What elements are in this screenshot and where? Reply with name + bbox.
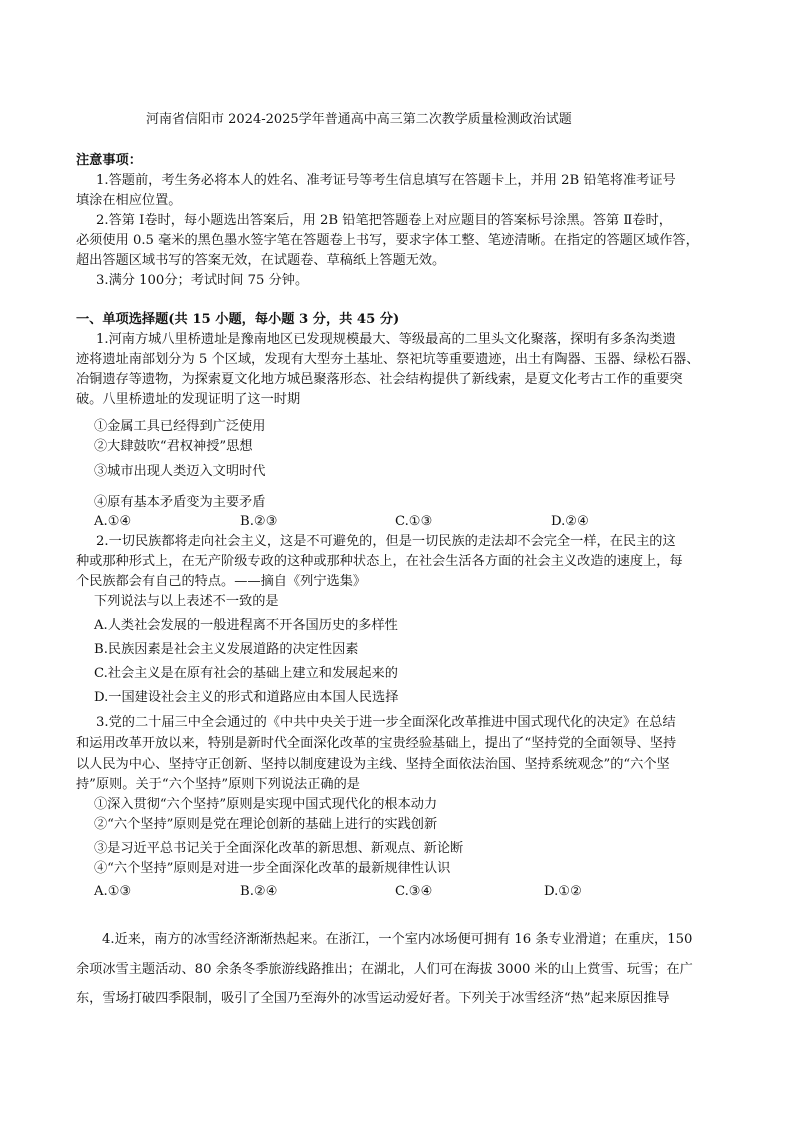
question-3-item: ①深入贯彻“六个坚持”原则是实现中国式现代化的根本动力 <box>94 797 438 812</box>
question-1-stem: 1.河南方城八里桥遗址是豫南地区已发现规模最大、等级最高的二里头文化聚落，探明有多条沟类遗 <box>96 332 676 347</box>
question-1-option-a: A.①④ <box>94 514 132 529</box>
question-2-option-a: A.人类社会发展的一般进程离不开各国历史的多样性 <box>94 618 398 633</box>
question-4-stem: 东，雪场打破四季限制，吸引了全国乃至海外的冰雪运动爱好者。下列关于冰雪经济“热”起来原因推导 <box>76 991 670 1006</box>
question-2-option-d: D.一国建设社会主义的形式和道路应由本国人民选择 <box>94 690 399 705</box>
question-2-option-c: C.社会主义是在原有社会的基础上建立和发展起来的 <box>94 666 398 681</box>
question-3-option-c: C.③④ <box>395 884 433 899</box>
question-4-stem: 余项冰雪主题活动、80 余条冬季旅游线路推出；在湖北，人们可在海拔 3000 米的山上赏雪、玩雪；在广 <box>76 962 693 977</box>
question-1-option-d: D.②④ <box>551 514 589 529</box>
question-1-item: ①金属工具已经得到广泛使用 <box>94 419 266 434</box>
question-2-stem: 个民族都会有自己的特点。——摘自《列宁选集》 <box>76 574 367 589</box>
question-3-option-d: D.①② <box>544 884 582 899</box>
notice-line: 填涂在相应位置。 <box>76 193 182 208</box>
page-title: 河南省信阳市 2024-2025学年普通高中高三第二次教学质量检测政治试题 <box>146 112 572 127</box>
notice-line: 3.满分 100分；考试时间 75 分钟。 <box>96 273 309 288</box>
question-3-stem: 持”原则。关于“六个坚持”原则下列说法正确的是 <box>76 777 360 792</box>
question-3-stem: 以人民为中心、坚持守正创新、坚持以制度建设为主线、坚持全面依法治国、坚持系统观念”的“六个坚 <box>76 757 670 772</box>
question-4-stem: 4.近来，南方的冰雪经济渐渐热起来。在浙江，一个室内冰场便可拥有 16 条专业滑道；在重庆，150 <box>102 932 693 947</box>
notice-line: 必须使用 0.5 毫米的黑色墨水签字笔在答题卷上书写，要求字体工整、笔迹清晰。在指定的答题区域作答， <box>76 233 699 248</box>
question-2-prompt: 下列说法与以上表述不一致的是 <box>94 594 279 609</box>
question-1-stem: 冶铜遗存等遗物，为探索夏文化地方城邑聚落形态、社会结构提供了新线索，是夏文化考古工作的重要突 <box>76 372 683 387</box>
question-1-option-b: B.②③ <box>240 514 278 529</box>
question-2-stem: 种或那种形式上，在无产阶级专政的这种或那种状态上，在社会生活各方面的社会主义改造的速度上，每 <box>76 554 683 569</box>
question-2-stem: 2.一切民族都将走向社会主义，这是不可避免的，但是一切民族的走法却不会完全一样，在民主的这 <box>96 534 676 549</box>
question-3-item: ④“六个坚持”原则是对进一步全面深化改革的最新规律性认识 <box>94 861 451 876</box>
question-3-stem: 和运用改革开放以来，特别是新时代全面深化改革的宝贵经验基础上，提出了“坚持党的全面领导、坚持 <box>76 736 677 751</box>
question-3-item: ②“六个坚持”原则是党在理论创新的基础上进行的实践创新 <box>94 817 438 832</box>
question-1-option-c: C.①③ <box>395 514 433 529</box>
question-1-item: ③城市出现人类迈入文明时代 <box>94 464 266 479</box>
notice-heading: 注意事项： <box>76 153 142 168</box>
notice-line: 1.答题前，考生务必将本人的姓名、准考证号等考生信息填写在答题卡上，并用 2B 铅笔将准考证号 <box>96 173 676 188</box>
question-1-stem: 迹将遗址南部划分为 5 个区域，发现有大型夯土基址、祭祀坑等重要遗迹，出土有陶器、玉器、绿松石器、 <box>76 352 700 367</box>
question-1-stem: 破。八里桥遗址的发现证明了这一时期 <box>76 392 301 407</box>
question-2-option-b: B.民族因素是社会主义发展道路的决定性因素 <box>94 642 359 657</box>
question-3-option-b: B.②④ <box>240 884 278 899</box>
question-3-stem: 3.党的二十届三中全会通过的《中共中央关于进一步全面深化改革推进中国式现代化的决定》在总结 <box>96 715 676 730</box>
question-1-item: ②大肆鼓吹“君权神授”思想 <box>94 439 253 454</box>
notice-line: 2.答第 Ⅰ卷时，每小题选出答案后，用 2B 铅笔把答题卷上对应题目的答案标号涂黑。答第 Ⅱ卷时， <box>96 213 672 228</box>
question-1-item: ④原有基本矛盾变为主要矛盾 <box>94 495 266 510</box>
notice-line: 超出答题区域书写的答案无效，在试题卷、草稿纸上答题无效。 <box>76 253 446 268</box>
question-3-item: ③是习近平总书记关于全面深化改革的新思想、新观点、新论断 <box>94 841 464 856</box>
question-3-option-a: A.①③ <box>94 884 132 899</box>
section-heading: 一、单项选择题(共 15 小题，每小题 3 分，共 45 分) <box>76 312 400 327</box>
